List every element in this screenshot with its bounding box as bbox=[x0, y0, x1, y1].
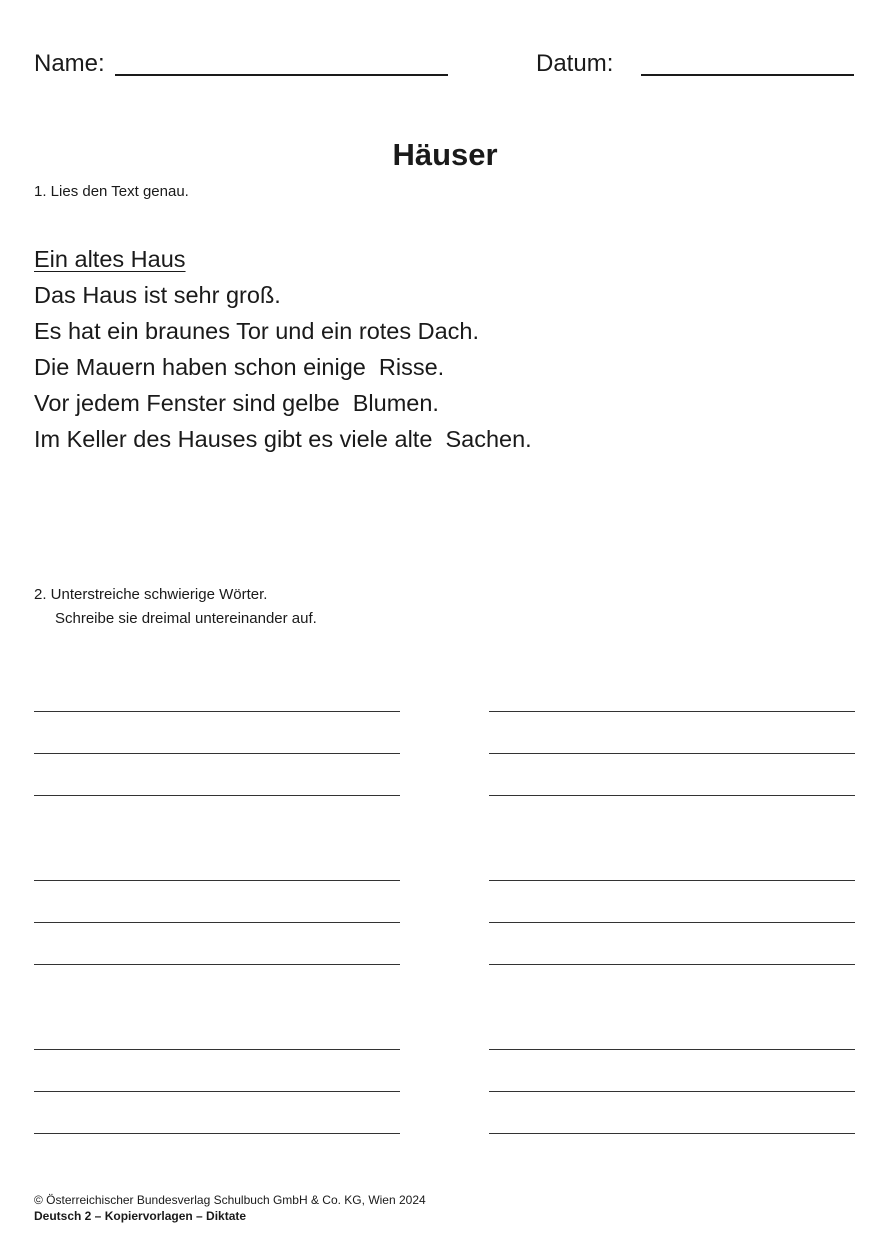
date-field[interactable] bbox=[641, 74, 854, 76]
story-line: Vor jedem Fenster sind gelbe Blumen. bbox=[34, 390, 439, 416]
footer-series: Deutsch 2 – Kopiervorlagen – Diktate bbox=[34, 1209, 247, 1223]
writing-line[interactable] bbox=[489, 922, 855, 923]
writing-line[interactable] bbox=[34, 711, 400, 712]
writing-line[interactable] bbox=[489, 1133, 855, 1134]
page-title: Häuser bbox=[392, 137, 498, 172]
writing-line[interactable] bbox=[489, 1091, 855, 1092]
writing-line[interactable] bbox=[34, 880, 400, 881]
writing-line[interactable] bbox=[34, 1133, 400, 1134]
writing-line[interactable] bbox=[34, 1049, 400, 1050]
story-line: Das Haus ist sehr groß. bbox=[34, 282, 281, 308]
story-text bbox=[34, 241, 532, 457]
task-2-subinstruction: Schreibe sie dreimal untereinander auf. bbox=[55, 610, 317, 627]
writing-line[interactable] bbox=[34, 1091, 400, 1092]
task-1-instruction: 1. Lies den Text genau. bbox=[34, 183, 189, 200]
writing-line[interactable] bbox=[489, 753, 855, 754]
story-line: Im Keller des Hauses gibt es viele alte Sachen. bbox=[34, 426, 532, 452]
story-line: Es hat ein braunes Tor und ein rotes Dach. bbox=[34, 318, 480, 344]
writing-line[interactable] bbox=[34, 964, 400, 965]
writing-line[interactable] bbox=[489, 795, 855, 796]
story-title: Ein altes Haus bbox=[34, 246, 186, 272]
writing-line[interactable] bbox=[34, 795, 400, 796]
task-2-instruction: 2. Unterstreiche schwierige Wörter. bbox=[34, 586, 268, 603]
writing-line[interactable] bbox=[34, 922, 400, 923]
name-field[interactable] bbox=[115, 74, 448, 76]
name-label: Name: bbox=[34, 50, 105, 77]
writing-line[interactable] bbox=[34, 753, 400, 754]
date-label: Datum: bbox=[536, 50, 614, 77]
footer-copyright: © Österreichischer Bundesverlag Schulbuch GmbH & Co. KG, Wien 2024 bbox=[34, 1193, 426, 1207]
story-line: Die Mauern haben schon einige Risse. bbox=[34, 354, 445, 380]
writing-line[interactable] bbox=[489, 880, 855, 881]
writing-line[interactable] bbox=[489, 1049, 855, 1050]
writing-line[interactable] bbox=[489, 964, 855, 965]
writing-line[interactable] bbox=[489, 711, 855, 712]
